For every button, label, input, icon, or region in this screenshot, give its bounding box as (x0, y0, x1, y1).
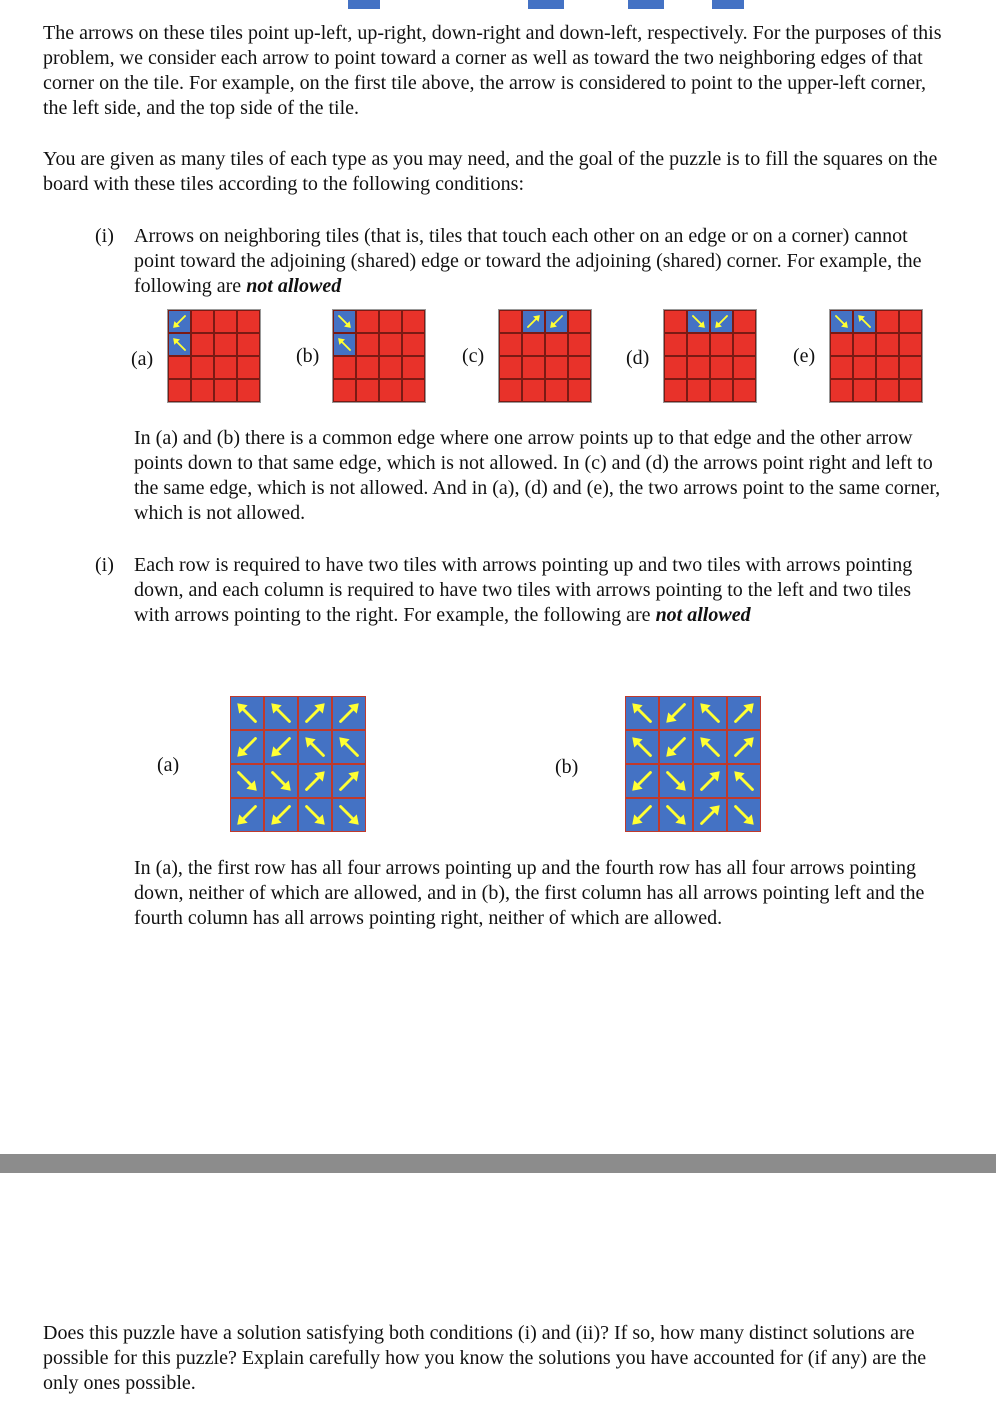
tile-down-right (332, 798, 366, 832)
tile-down-right (659, 764, 693, 798)
tile-up-right (727, 730, 761, 764)
empty-square (356, 379, 379, 402)
arrow-down-left-icon (663, 734, 689, 760)
empty-square (830, 333, 853, 356)
empty-square (237, 310, 260, 333)
tile-down-left (710, 310, 733, 333)
arrow-down-right-icon (663, 802, 689, 828)
arrow-up-left-icon (697, 734, 723, 760)
empty-square (545, 379, 568, 402)
empty-square (733, 356, 756, 379)
arrow-up-left-icon (336, 336, 353, 353)
example-1a-board (167, 309, 261, 403)
empty-square (853, 356, 876, 379)
tile-up-left (264, 696, 298, 730)
arrow-up-left-icon (268, 700, 294, 726)
tile-up-left (332, 730, 366, 764)
empty-square (876, 379, 899, 402)
empty-square (499, 333, 522, 356)
empty-square (191, 356, 214, 379)
arrow-up-left-icon (629, 700, 655, 726)
tile-up-left (333, 333, 356, 356)
arrow-down-left-icon (548, 313, 565, 330)
empty-square (379, 356, 402, 379)
arrow-down-left-icon (268, 802, 294, 828)
empty-square (333, 356, 356, 379)
empty-square (379, 379, 402, 402)
empty-square (237, 379, 260, 402)
tile-up-left (625, 696, 659, 730)
tile-up-right (522, 310, 545, 333)
arrow-down-right-icon (833, 313, 850, 330)
arrow-down-left-icon (629, 802, 655, 828)
tile-down-right (298, 798, 332, 832)
empty-square (687, 379, 710, 402)
empty-square (379, 310, 402, 333)
empty-square (687, 356, 710, 379)
arrow-up-right-icon (525, 313, 542, 330)
empty-square (899, 379, 922, 402)
empty-square (545, 356, 568, 379)
tile-down-left (625, 764, 659, 798)
empty-square (168, 356, 191, 379)
empty-square (733, 379, 756, 402)
empty-square (899, 356, 922, 379)
question-paragraph: Does this puzzle have a solution satisfying both conditions (i) and (ii)? If so, how many distinct solutions are possible for this puzzle? Explain carefully how you know the solutions you have accounted for (if any) are the only ones possible. (43, 1322, 927, 1394)
example-1a-label: (a) (131, 348, 154, 370)
empty-square (356, 333, 379, 356)
tile-down-right (264, 764, 298, 798)
tile-down-right (830, 310, 853, 333)
example-1e-label: (e) (793, 345, 816, 367)
arrow-down-left-icon (629, 768, 655, 794)
tile-up-left (693, 696, 727, 730)
empty-square (710, 379, 733, 402)
tile-down-right (333, 310, 356, 333)
example-2b-label: (b) (555, 756, 579, 778)
arrow-up-left-icon (302, 734, 328, 760)
arrow-down-right-icon (336, 313, 353, 330)
tile-up-right (332, 696, 366, 730)
example-2b-board (625, 696, 761, 832)
empty-square (191, 379, 214, 402)
tile-down-left (230, 798, 264, 832)
empty-square (568, 310, 591, 333)
intro-paragraph-1: The arrows on these tiles point up-left, up-right, down-right and down-left, respectively. For the purposes of this problem, we consider each arrow to point toward a corner as well as toward the two neighboring edges of that corner on the tile. For example, on the first tile above, the arrow is considered to point to the upper-left corner, the left side, and the top side of the tile. (43, 22, 942, 119)
arrow-down-right-icon (663, 768, 689, 794)
arrow-down-left-icon (268, 734, 294, 760)
empty-square (853, 333, 876, 356)
empty-square (899, 310, 922, 333)
tile-down-left (264, 730, 298, 764)
empty-square (191, 333, 214, 356)
arrow-down-right-icon (302, 802, 328, 828)
condition-1-text (134, 224, 946, 299)
empty-square (568, 356, 591, 379)
empty-square (687, 333, 710, 356)
empty-square (876, 310, 899, 333)
arrow-up-right-icon (302, 768, 328, 794)
empty-square (237, 333, 260, 356)
arrow-down-left-icon (171, 313, 188, 330)
example-1c-board (498, 309, 592, 403)
arrow-up-right-icon (731, 700, 757, 726)
arrow-up-right-icon (336, 700, 362, 726)
empty-square (356, 356, 379, 379)
empty-square (402, 379, 425, 402)
condition-2-number: (i) (95, 554, 114, 576)
empty-square (168, 379, 191, 402)
arrow-down-left-icon (234, 734, 260, 760)
empty-square (830, 379, 853, 402)
tile-down-left (264, 798, 298, 832)
example-1b-board (332, 309, 426, 403)
empty-square (214, 333, 237, 356)
tile-up-right (693, 798, 727, 832)
tile-up-left (168, 333, 191, 356)
empty-square (568, 379, 591, 402)
tile-up-left (693, 730, 727, 764)
empty-square (522, 379, 545, 402)
empty-square (876, 356, 899, 379)
arrow-down-left-icon (713, 313, 730, 330)
intro-paragraph-2: You are given as many tiles of each type as you may need, and the goal of the puzzle is to fill the squares on the board with these tiles according to the following conditions: (43, 148, 938, 195)
tile-up-left (230, 696, 264, 730)
empty-square (402, 356, 425, 379)
empty-square (214, 310, 237, 333)
arrow-down-right-icon (268, 768, 294, 794)
empty-square (402, 310, 425, 333)
tile-up-right (727, 696, 761, 730)
example-1d-board (663, 309, 757, 403)
example-1e-board (829, 309, 923, 403)
tile-down-left (545, 310, 568, 333)
empty-square (568, 333, 591, 356)
empty-square (402, 333, 425, 356)
tile-down-left (168, 310, 191, 333)
empty-square (499, 310, 522, 333)
arrow-down-left-icon (234, 802, 260, 828)
arrow-up-left-icon (234, 700, 260, 726)
empty-square (664, 356, 687, 379)
example-1d-label: (d) (626, 347, 650, 369)
empty-square (664, 379, 687, 402)
empty-square (664, 333, 687, 356)
empty-square (545, 333, 568, 356)
arrow-up-right-icon (697, 768, 723, 794)
tile-up-right (298, 696, 332, 730)
empty-square (499, 356, 522, 379)
tile-down-right (727, 798, 761, 832)
empty-square (333, 379, 356, 402)
arrow-up-right-icon (302, 700, 328, 726)
arrow-down-right-icon (731, 802, 757, 828)
tile-up-left (853, 310, 876, 333)
tile-down-left (625, 798, 659, 832)
tile-up-right (298, 764, 332, 798)
empty-square (356, 310, 379, 333)
condition-1-emphasis: not allowed (246, 275, 342, 297)
example-1c-label: (c) (462, 345, 485, 367)
arrow-down-right-icon (336, 802, 362, 828)
arrow-down-right-icon (690, 313, 707, 330)
tile-down-right (687, 310, 710, 333)
empty-square (379, 333, 402, 356)
example-2a-board (230, 696, 366, 832)
arrow-up-right-icon (697, 802, 723, 828)
top-tile-strip-3 (628, 0, 664, 9)
tile-up-right (693, 764, 727, 798)
empty-square (214, 379, 237, 402)
empty-square (733, 310, 756, 333)
top-tile-strip-4 (712, 0, 744, 9)
empty-square (853, 379, 876, 402)
tile-down-left (659, 696, 693, 730)
condition-2-text (134, 553, 946, 628)
top-tile-strip-2 (528, 0, 564, 9)
empty-square (237, 356, 260, 379)
empty-square (499, 379, 522, 402)
arrow-up-right-icon (731, 734, 757, 760)
arrow-down-right-icon (234, 768, 260, 794)
arrow-up-left-icon (629, 734, 655, 760)
arrow-up-left-icon (336, 734, 362, 760)
tile-down-right (659, 798, 693, 832)
arrow-up-left-icon (171, 336, 188, 353)
arrow-down-left-icon (663, 700, 689, 726)
empty-square (733, 333, 756, 356)
condition-2-body: Each row is required to have two tiles with arrows pointing up and two tiles with arrows pointing down, and each column is required to have two tiles with arrows pointing to the left and two tiles with arrows pointing to the right. For example, the following are (134, 554, 913, 626)
condition-2-emphasis: not allowed (655, 604, 751, 626)
page-divider (0, 1154, 996, 1173)
tile-up-left (625, 730, 659, 764)
condition-1-explanation: In (a) and (b) there is a common edge where one arrow points up to that edge and the other arrow points down to that same edge, which is not allowed. In (c) and (d) the arrows point right and left to the same edge, which is not allowed. And in (a), (d) and (e), the two arrows point to the same corner, which is not allowed. (134, 427, 941, 524)
empty-square (830, 356, 853, 379)
arrow-up-left-icon (731, 768, 757, 794)
empty-square (522, 333, 545, 356)
empty-square (664, 310, 687, 333)
empty-square (214, 356, 237, 379)
condition-2-explanation: In (a), the first row has all four arrows pointing up and the fourth row has all four arrows pointing down, neither of which are allowed, and in (b), the first column has all arrows pointing left and the fourth column has all arrows pointing right, neither of which are allowed. (134, 857, 925, 929)
tile-up-right (332, 764, 366, 798)
condition-1-body: Arrows on neighboring tiles (that is, tiles that touch each other on an edge or on a corner) cannot point toward the adjoining (shared) edge or toward the adjoining (shared) corner. For example, the following are (134, 225, 922, 297)
arrow-up-left-icon (697, 700, 723, 726)
empty-square (710, 333, 733, 356)
arrow-up-right-icon (336, 768, 362, 794)
empty-square (522, 356, 545, 379)
arrow-up-left-icon (856, 313, 873, 330)
example-2a-label: (a) (157, 754, 180, 776)
tile-up-left (727, 764, 761, 798)
condition-1-number: (i) (95, 225, 114, 247)
tile-up-left (298, 730, 332, 764)
tile-down-left (230, 730, 264, 764)
empty-square (191, 310, 214, 333)
top-tile-strip-1 (348, 0, 380, 9)
empty-square (710, 356, 733, 379)
empty-square (899, 333, 922, 356)
tile-down-left (659, 730, 693, 764)
empty-square (876, 333, 899, 356)
example-1b-label: (b) (296, 345, 320, 367)
tile-down-right (230, 764, 264, 798)
